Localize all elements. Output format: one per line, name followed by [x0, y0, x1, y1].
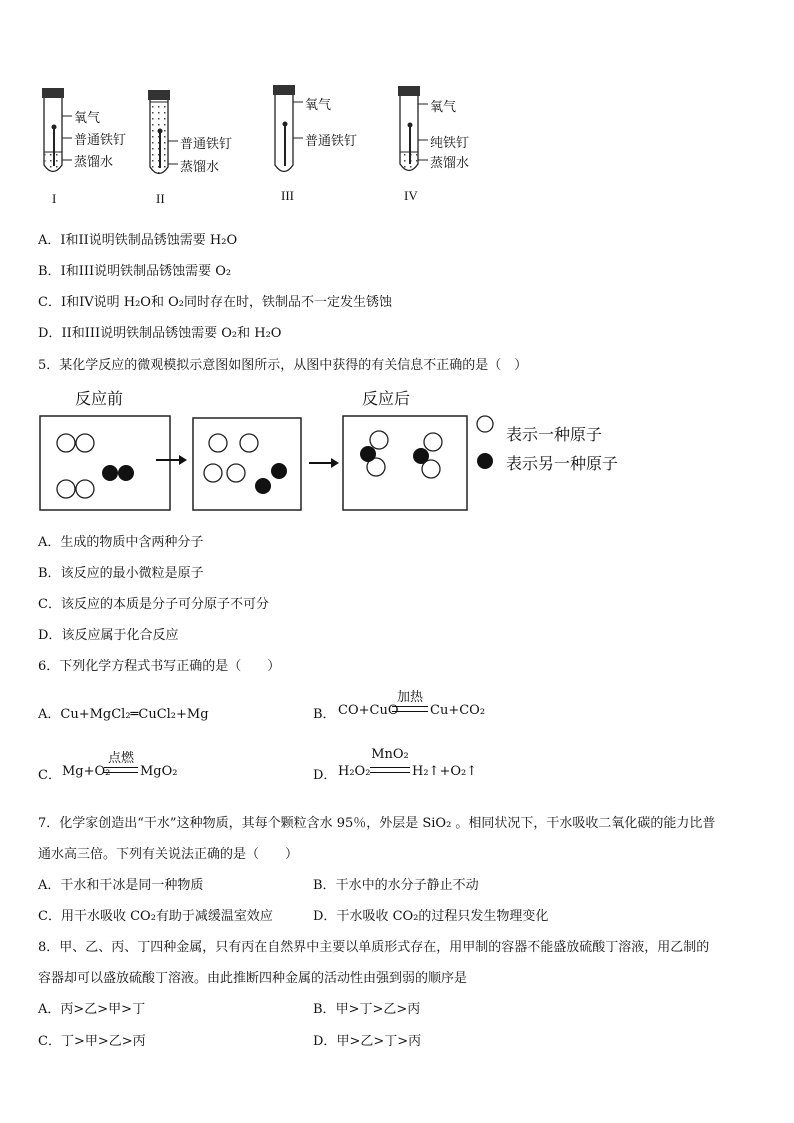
after-label: 反应后	[362, 389, 411, 408]
q7-option-d[interactable]: D．干水吸收 CO₂的过程只发生物理变化	[313, 909, 549, 924]
tube3-label-nail: 普通铁钉	[305, 134, 358, 149]
q6-option-a[interactable]: A．Cu+MgCl₂═CuCl₂+Mg	[38, 707, 209, 722]
tube2-roman: II	[156, 191, 165, 206]
q4-option-c[interactable]: C．I和IV说明 H₂O和 O₂同时存在时，铁制品不一定发生锈蚀	[38, 295, 392, 310]
q6-c-equals	[104, 767, 138, 773]
tube3-roman: III	[281, 188, 294, 203]
q6-d-right: H₂↑+O₂↑	[412, 764, 478, 779]
tube4-label-nail: 纯铁钉	[430, 136, 470, 151]
q8-stem-line1: 8．甲、乙、丙、丁四种金属，只有丙在自然界中主要以单质形式存在，用甲制的容器不能盛放硫酸丁溶液，用乙制的	[38, 940, 710, 955]
q5-option-d[interactable]: D．该反应属于化合反应	[38, 628, 179, 643]
q6-c-condition: 点燃	[107, 751, 134, 766]
q6-b-left: CO+CuO	[338, 703, 399, 718]
q7-option-b[interactable]: B．干水中的水分子静止不动	[313, 878, 479, 893]
q6-d-condition: MnO₂	[371, 747, 409, 762]
q6-d-left: H₂O₂	[338, 764, 371, 779]
q4-option-a[interactable]: A．I和II说明铁制品锈蚀需要 H₂O	[38, 233, 238, 248]
tube1-label-water: 蒸馏水	[74, 155, 114, 170]
q4-option-d[interactable]: D．II和III说明铁制品锈蚀需要 O₂和 H₂O	[38, 326, 282, 341]
q8-stem-line2: 容器却可以盛放硫酸丁溶液。由此推断四种金属的活动性由强到弱的顺序是	[38, 971, 468, 986]
q8-option-d[interactable]: D．甲>乙>丁>丙	[313, 1034, 422, 1049]
q6-b-condition: 加热	[396, 690, 423, 705]
q5-option-b[interactable]: B．该反应的最小微粒是原子	[38, 566, 204, 581]
q7-option-a[interactable]: A．干水和干冰是同一种物质	[38, 878, 204, 893]
before-label: 反应前	[75, 389, 124, 408]
tube-2	[148, 90, 178, 174]
legend-white-atom	[477, 416, 493, 432]
q6-c-letter: C．	[38, 768, 61, 783]
tube1-label-nail: 普通铁钉	[74, 133, 127, 148]
tube4-label-water: 蒸馏水	[430, 156, 470, 171]
tube-4	[398, 86, 428, 171]
q7-stem-line2: 通水高三倍。下列有关说法正确的是（ ）	[38, 847, 299, 862]
legend-black-text: 表示另一种原子	[506, 454, 619, 473]
q4-option-b[interactable]: B．I和III说明铁制品锈蚀需要 O₂	[38, 264, 232, 279]
after-box	[343, 416, 467, 510]
tube1-roman: I	[52, 191, 57, 206]
tube4-label-oxygen: 氧气	[430, 100, 457, 115]
q6-b-right: Cu+CO₂	[430, 703, 486, 718]
tube-1	[42, 88, 72, 172]
tube1-label-oxygen: 氧气	[74, 111, 101, 126]
q6-c-right: MgO₂	[140, 764, 178, 779]
q8-option-a[interactable]: A．丙>乙>甲>丁	[38, 1002, 146, 1017]
tube4-roman: IV	[404, 188, 418, 203]
q6-d-equals	[370, 767, 410, 773]
q7-option-c[interactable]: C．用干水吸收 CO₂有助于减缓温室效应	[38, 909, 273, 924]
q6-d-letter: D．	[313, 768, 337, 783]
tube3-label-oxygen: 氧气	[305, 98, 332, 113]
legend-white-text: 表示一种原子	[506, 425, 603, 444]
q6-stem: 6．下列化学方程式书写正确的是（ ）	[38, 659, 281, 674]
q5-option-c[interactable]: C．该反应的本质是分子可分原子不可分	[38, 597, 269, 612]
q8-option-b[interactable]: B．甲>丁>乙>丙	[313, 1002, 421, 1017]
q6-c-left: Mg+O₂	[62, 764, 111, 779]
q7-stem-line1: 7．化学家创造出“干水”这种物质，其每个颗粒含水 95％，外层是 SiO₂ 。相同状况下，干水吸收二氧化碳的能力比普	[38, 816, 716, 831]
tube-3	[273, 85, 303, 172]
tube2-label-nail: 普通铁钉	[180, 137, 233, 152]
q5-option-a[interactable]: A．生成的物质中含两种分子	[38, 535, 204, 550]
reaction-diagram	[38, 410, 498, 515]
q8-option-c[interactable]: C．丁>甲>乙>丙	[38, 1034, 146, 1049]
legend-black-atom	[477, 453, 493, 469]
tube2-label-water: 蒸馏水	[180, 160, 220, 175]
q5-stem: 5．某化学反应的微观模拟示意图如图所示，从图中获得的有关信息不正确的是（ ）	[38, 358, 528, 373]
q6-b-letter: B．	[313, 707, 336, 722]
middle-box	[193, 418, 301, 510]
q6-b-equals	[392, 706, 428, 712]
